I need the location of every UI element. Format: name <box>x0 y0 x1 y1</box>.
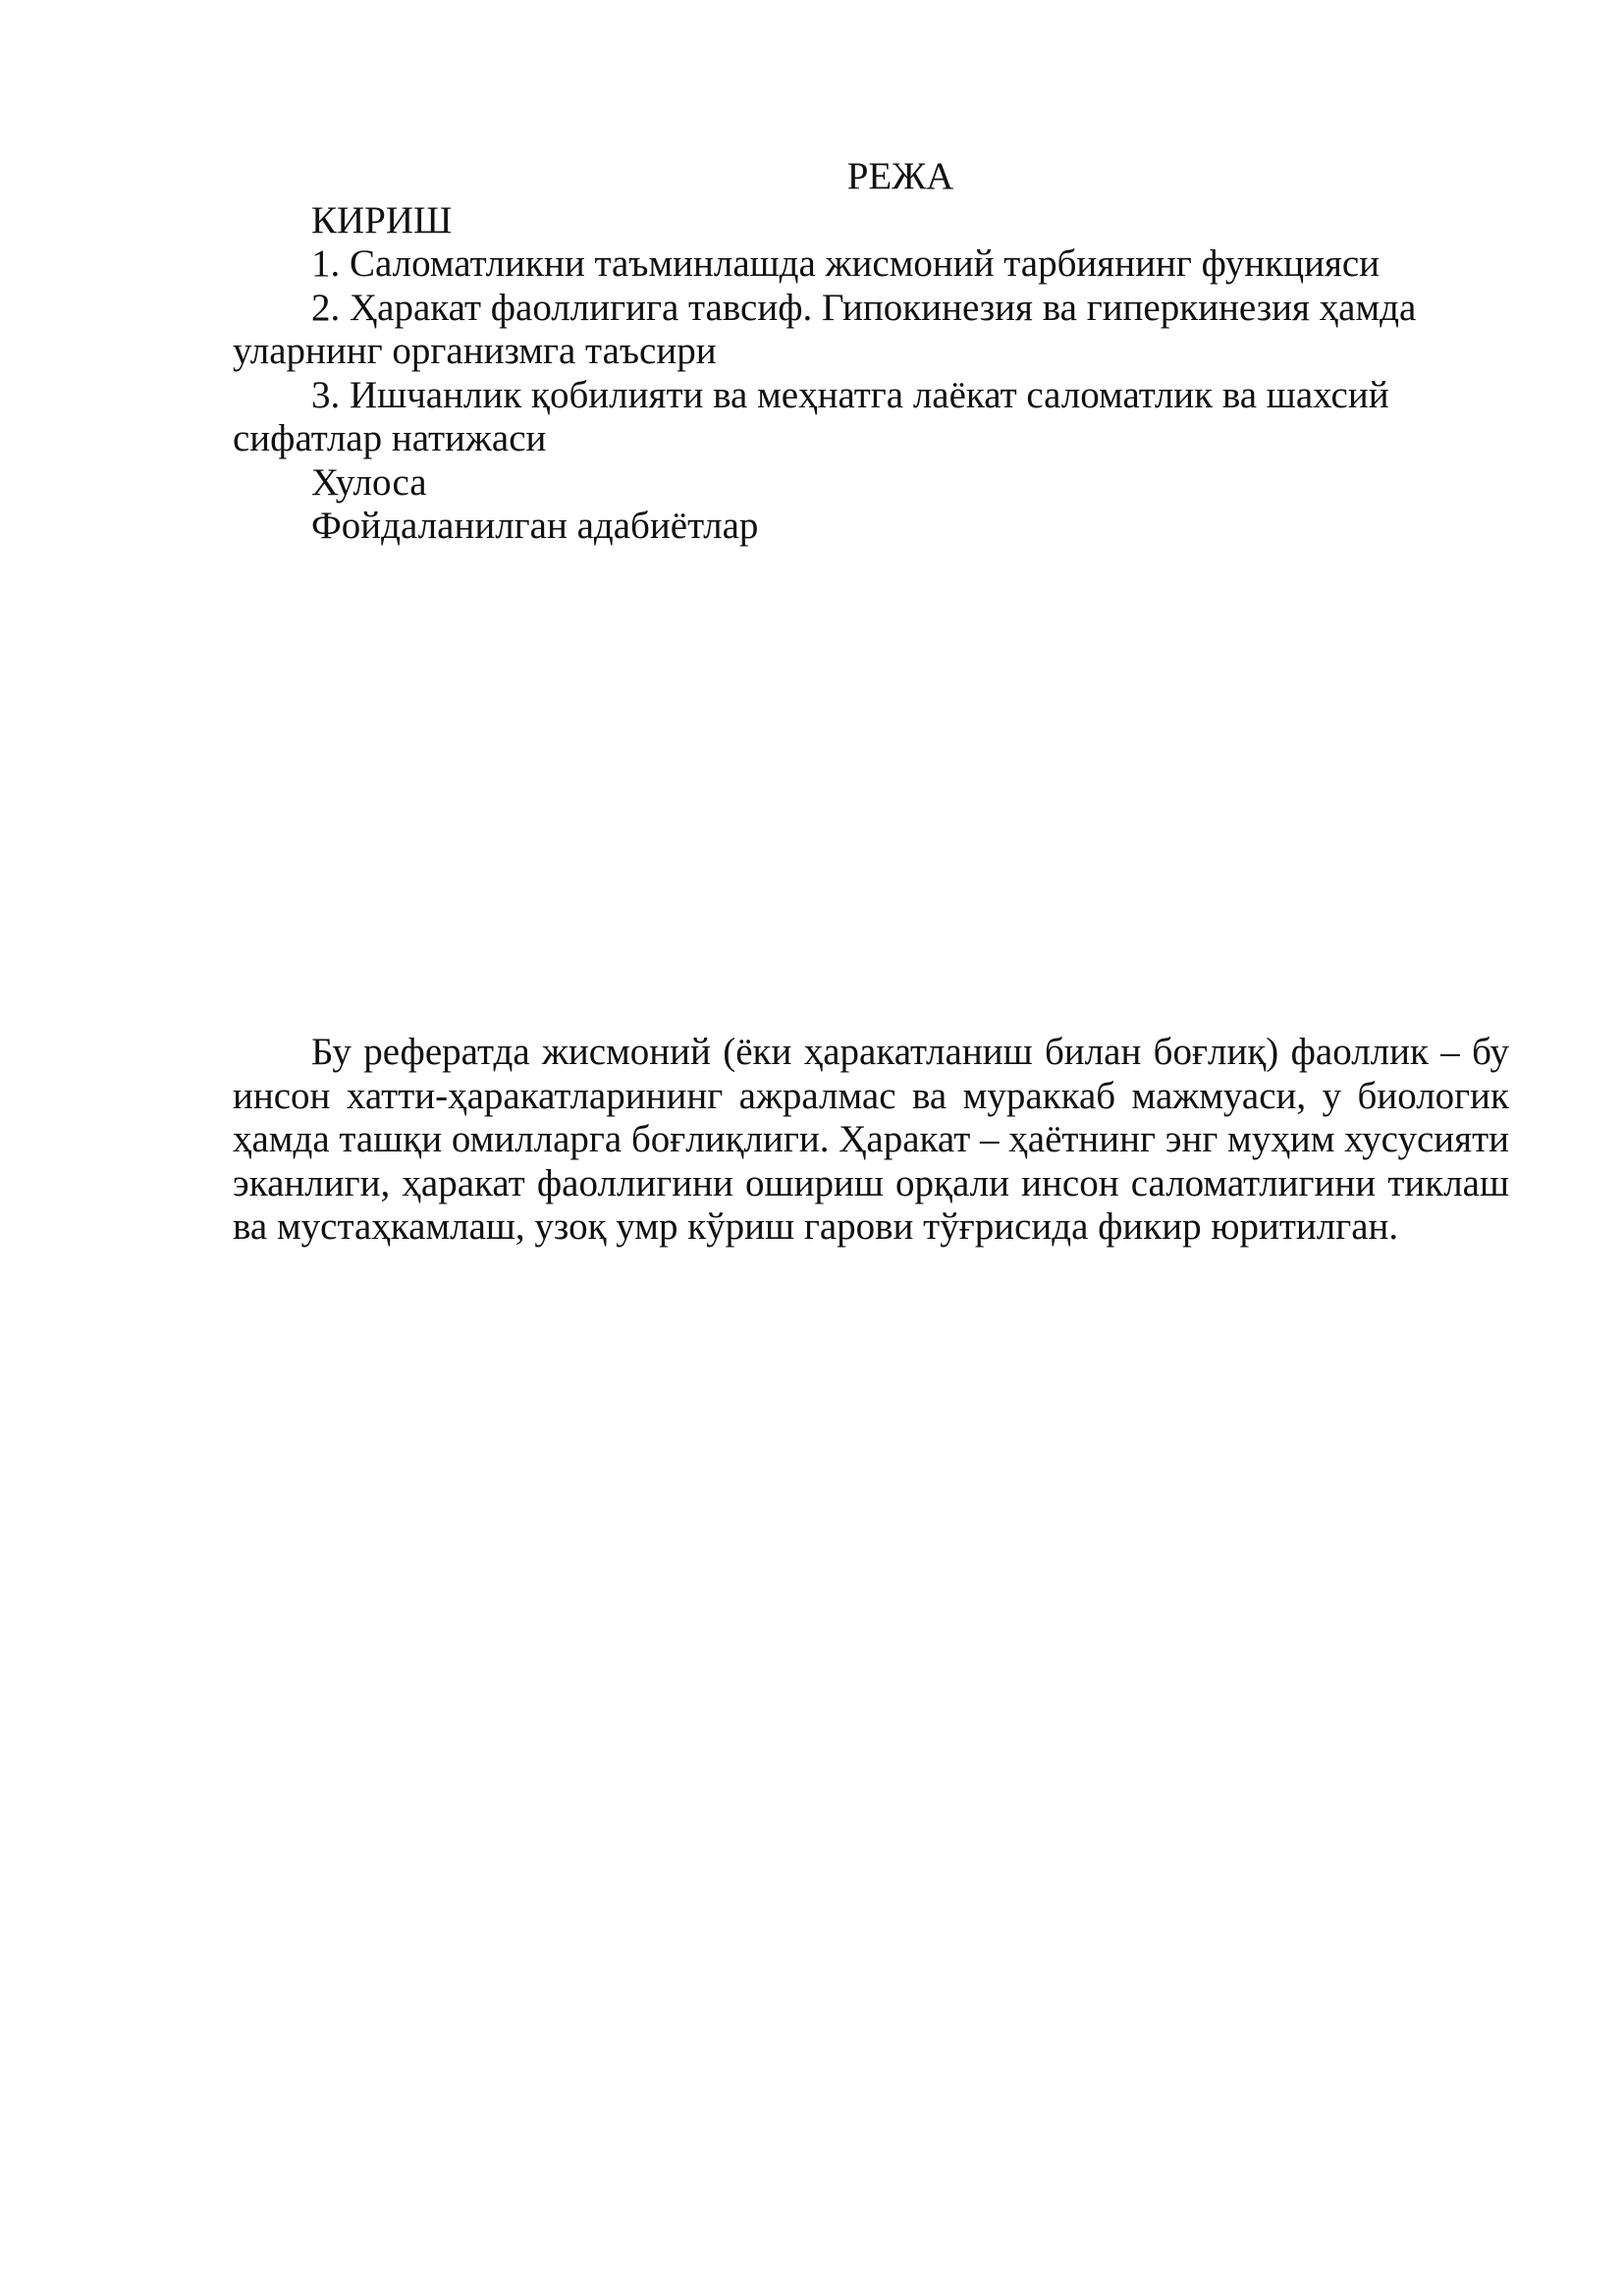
abstract-paragraph: Бу рефератда жисмоний (ёки ҳаракатланиш билан боғлиқ) фаоллик – бу инсон хатти-ҳаракатларининг ажралмас ва мураккаб мажмуаси, у биологик ҳамда ташқи омилларга боғлиқлиги. Ҳаракат – ҳаётнинг энг муҳим хусусияти эканлиги, ҳаракат фаоллигини ошириш орқали инсон саломатлигини тиклаш ва мустаҳкамлаш, узоқ умр кўриш гарови тўғрисида фикир юритилган. <box>233 1031 1509 1248</box>
plan-list <box>233 199 1509 549</box>
plan-section <box>233 155 1509 549</box>
plan-item-3: 3. Ишчанлик қобилияти ва меҳнатга лаёкат саломатлик ва шахсий сифатлар натижаси <box>233 373 1389 459</box>
plan-item-2: 2. Ҳаракат фаоллигига тавсиф. Гипокинезия ва гиперкинезия ҳамда уларнинг организмга таъсири <box>233 286 1417 372</box>
plan-title: РЕЖА <box>846 155 954 197</box>
plan-item-1: 1. Саломатликни таъминлашда жисмоний тарбиянинг функцияси <box>311 242 1380 285</box>
plan-item-conclusion: Хулоса <box>311 460 427 504</box>
plan-item-introduction: КИРИШ <box>311 198 453 241</box>
plan-item-references: Фойдаланилган адабиётлар <box>311 505 759 547</box>
